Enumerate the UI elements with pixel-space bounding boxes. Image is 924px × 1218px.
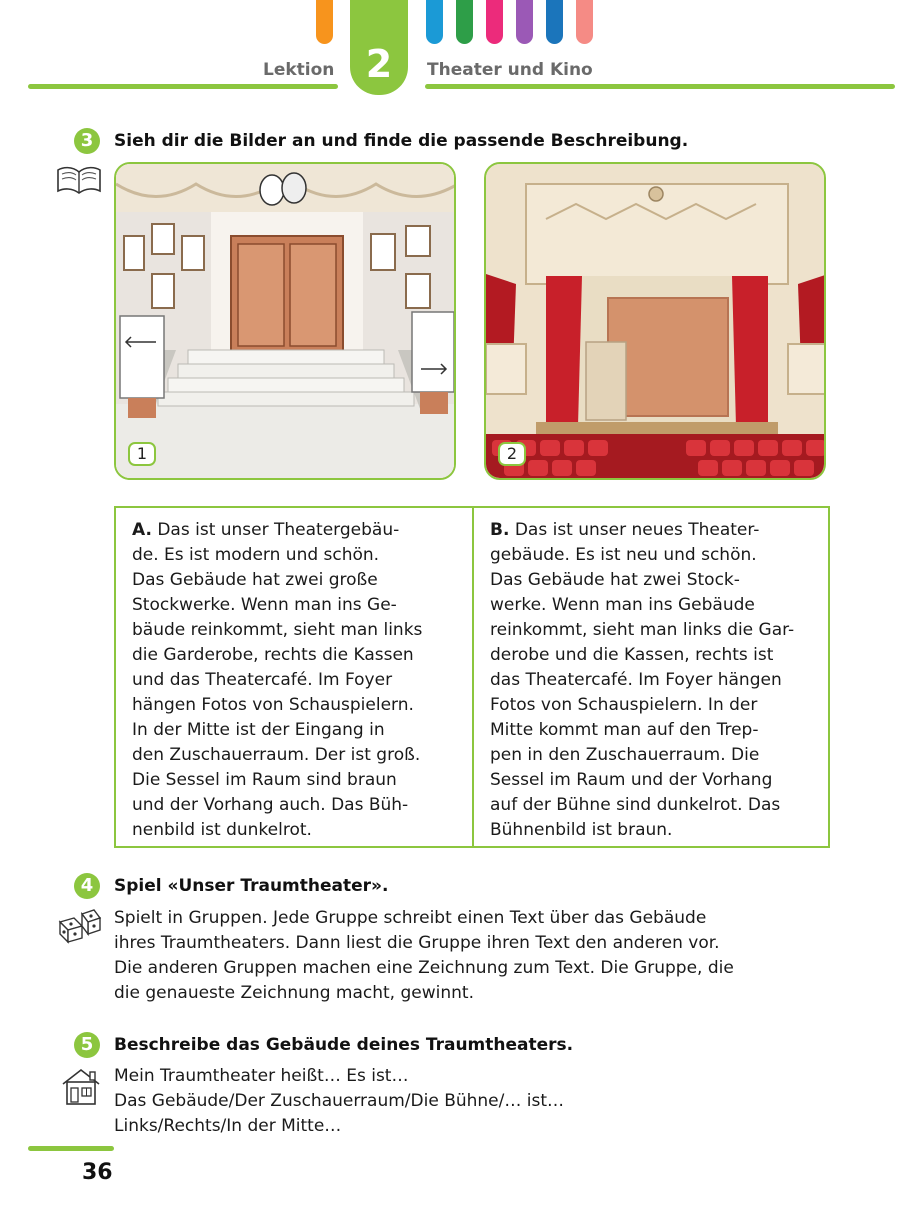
picture-label: 2 bbox=[498, 442, 526, 466]
description-line: und das Theatercafé. Im Foyer bbox=[132, 670, 393, 690]
exercise-title: Beschreibe das Gebäude deines Traumtheaters. bbox=[114, 1035, 574, 1055]
text-line: Links/Rechts/In der Mitte… bbox=[114, 1116, 342, 1136]
color-tab bbox=[516, 0, 533, 44]
color-tab bbox=[546, 0, 563, 44]
description-line: derobe und die Kassen, rechts ist bbox=[490, 645, 774, 665]
description-table bbox=[114, 506, 830, 848]
footer-divider bbox=[28, 1146, 114, 1151]
description-line: das Theatercafé. Im Foyer hängen bbox=[490, 670, 782, 690]
option-letter: B. bbox=[490, 520, 510, 540]
color-tab bbox=[316, 0, 333, 44]
description-line: In der Mitte ist der Eingang in bbox=[132, 720, 385, 740]
header-divider bbox=[425, 84, 895, 89]
exercise-instruction: Sieh dir die Bilder an und finde die passende Beschreibung. bbox=[114, 131, 689, 151]
description-line: nenbild ist dunkelrot. bbox=[132, 820, 312, 840]
description-line: und der Vorhang auch. Das Büh- bbox=[132, 795, 409, 815]
option-letter: A. bbox=[132, 520, 152, 540]
house-icon bbox=[60, 1066, 102, 1110]
text-line: Die anderen Gruppen machen eine Zeichnung zum Text. Die Gruppe, die bbox=[114, 958, 734, 978]
exercise-number: 3 bbox=[74, 128, 100, 154]
description-line: bäude reinkommt, sieht man links bbox=[132, 620, 423, 640]
text-line: ihres Traumtheaters. Dann liest die Gruppe ihren Text den anderen vor. bbox=[114, 933, 720, 953]
description-line: gebäude. Es ist neu und schön. bbox=[490, 545, 757, 565]
exercise-5-text bbox=[114, 1064, 814, 1139]
description-line: Sessel im Raum und der Vorhang bbox=[490, 770, 773, 790]
description-line: Das ist unser Theatergebäu- bbox=[157, 520, 400, 540]
description-line: auf der Bühne sind dunkelrot. Das bbox=[490, 795, 781, 815]
description-line: Stockwerke. Wenn man ins Ge- bbox=[132, 595, 397, 615]
table-divider bbox=[472, 508, 474, 846]
open-book-icon bbox=[56, 164, 102, 200]
exercise-4-text bbox=[114, 906, 828, 1006]
description-line: Das Gebäude hat zwei große bbox=[132, 570, 378, 590]
picture-label: 1 bbox=[128, 442, 156, 466]
description-a bbox=[132, 518, 456, 843]
foyer-illustration bbox=[116, 164, 456, 480]
stage-illustration bbox=[486, 164, 826, 480]
color-tab bbox=[486, 0, 503, 44]
color-tab bbox=[426, 0, 443, 44]
description-line: reinkommt, sieht man links die Gar- bbox=[490, 620, 795, 640]
description-line: Bühnenbild ist braun. bbox=[490, 820, 673, 840]
exercise-number: 5 bbox=[74, 1032, 100, 1058]
description-line: Mitte kommt man auf den Trep- bbox=[490, 720, 759, 740]
description-line: Die Sessel im Raum sind braun bbox=[132, 770, 397, 790]
picture-theater-stage bbox=[484, 162, 826, 480]
description-line: pen in den Zuschauerraum. Die bbox=[490, 745, 760, 765]
description-line: Das Gebäude hat zwei Stock- bbox=[490, 570, 740, 590]
lesson-topic: Theater und Kino bbox=[427, 60, 593, 80]
lesson-number: 2 bbox=[365, 42, 393, 86]
page-number: 36 bbox=[82, 1160, 113, 1185]
exercise-number: 4 bbox=[74, 873, 100, 899]
header-divider bbox=[28, 84, 338, 89]
description-line: Fotos von Schauspielern. In der bbox=[490, 695, 758, 715]
description-line: den Zuschauerraum. Der ist groß. bbox=[132, 745, 421, 765]
color-tabs bbox=[0, 0, 924, 46]
description-line: hängen Fotos von Schauspielern. bbox=[132, 695, 414, 715]
exercise-title: Spiel «Unser Traumtheater». bbox=[114, 876, 389, 896]
picture-theater-foyer bbox=[114, 162, 456, 480]
color-tab bbox=[576, 0, 593, 44]
dice-icon bbox=[56, 908, 102, 948]
text-line: die genaueste Zeichnung macht, gewinnt. bbox=[114, 983, 474, 1003]
text-line: Mein Traumtheater heißt… Es ist… bbox=[114, 1066, 409, 1086]
color-tab bbox=[456, 0, 473, 44]
text-line: Das Gebäude/Der Zuschauerraum/Die Bühne/… ist… bbox=[114, 1091, 565, 1111]
description-line: de. Es ist modern und schön. bbox=[132, 545, 380, 565]
description-line: Das ist unser neues Theater- bbox=[514, 520, 760, 540]
lesson-label: Lektion bbox=[263, 60, 335, 80]
text-line: Spielt in Gruppen. Jede Gruppe schreibt einen Text über das Gebäude bbox=[114, 908, 707, 928]
description-b bbox=[490, 518, 816, 843]
description-line: die Garderobe, rechts die Kassen bbox=[132, 645, 414, 665]
description-line: werke. Wenn man ins Gebäude bbox=[490, 595, 755, 615]
